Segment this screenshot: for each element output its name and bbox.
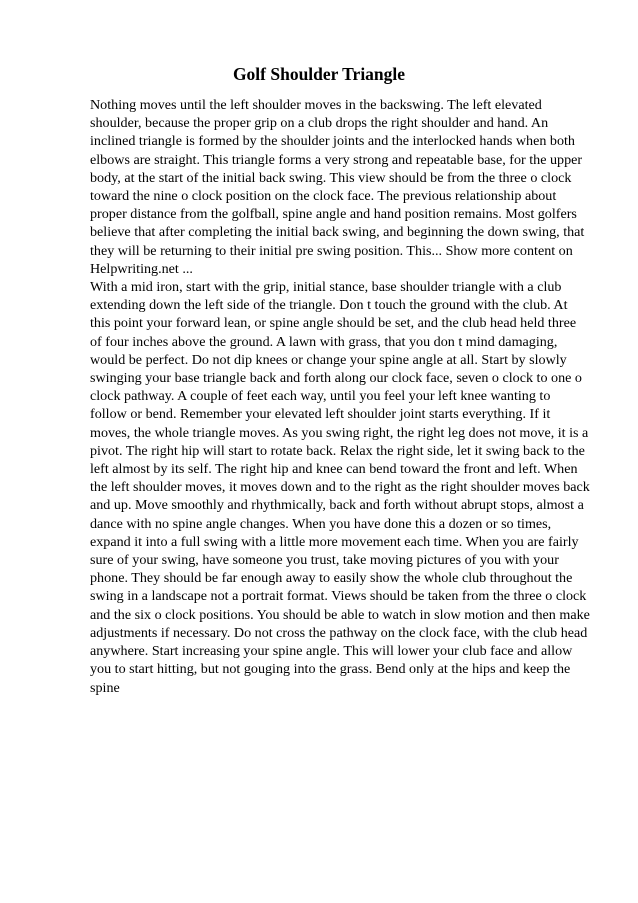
document-title: Golf Shoulder Triangle (232, 64, 406, 84)
document-body (90, 96, 590, 697)
body-paragraph-1: Nothing moves until the left shoulder moves in the backswing. The left elevated shoulder, because the proper grip on a club drops the right shoulder and hand. An inclined triangle is formed by the shoulder joints and the interlocked hands when both elbows are straight. This triangle forms a very strong and repeatable base, for the upper body, at the start of the initial back swing. This view should be from the three o clock toward the nine o clock position on the clock face. The previous relationship about proper distance from the golfball, spine angle and hand position remains. Most golfers believe that after completing the initial back swing, and beginning the down swing, that they will be returning to their initial pre swing position. This... Show more content on Helpwriting.net ... (90, 97, 585, 277)
body-paragraph-2: With a mid iron, start with the grip, initial stance, base shoulder triangle with a club extending down the left side of the triangle. Don t touch the ground with the club. At this point your forward lean, or spine angle should be set, and the club head held three of four inches above the ground. A lawn with grass, that you don t mind damaging, would be perfect. Do not dip knees or change your spine angle at all. Start by slowly swinging your base triangle back and forth along our clock face, seven o clock to one o clock pathway. A couple of feet each way, until you feel your left knee wanting to follow or bend. Remember your elevated left shoulder joint starts everything. If it moves, the whole triangle moves. As you swing right, the right leg does not move, it is a pivot. The right hip will start to rotate back. Relax the right side, let it swing back to the left almost by its self. The right hip and knee can bend toward the front and left. When the left shoulder moves, it moves down and to the right as the right shoulder moves back and up. Move smoothly and rhythmically, back and forth without abrupt stops, almost a dance with no spine angle changes. When you have done this a dozen or so times, expand it into a full swing with a little more movement each time. When you are fairly sure of your swing, have someone you trust, take moving pictures of you with your phone. They should be far enough away to easily show the whole club throughout the swing in a landscape not a portrait format. Views should be taken from the three o clock and the six o clock positions. You should be able to watch in slow motion and then make adjustments if necessary. Do not cross the pathway on the clock face, with the club head anywhere. Start increasing your spine angle. This will lower your club face and allow you to start hitting, but not gouging into the grass. Bend only at the hips and keep the spine (90, 279, 590, 696)
